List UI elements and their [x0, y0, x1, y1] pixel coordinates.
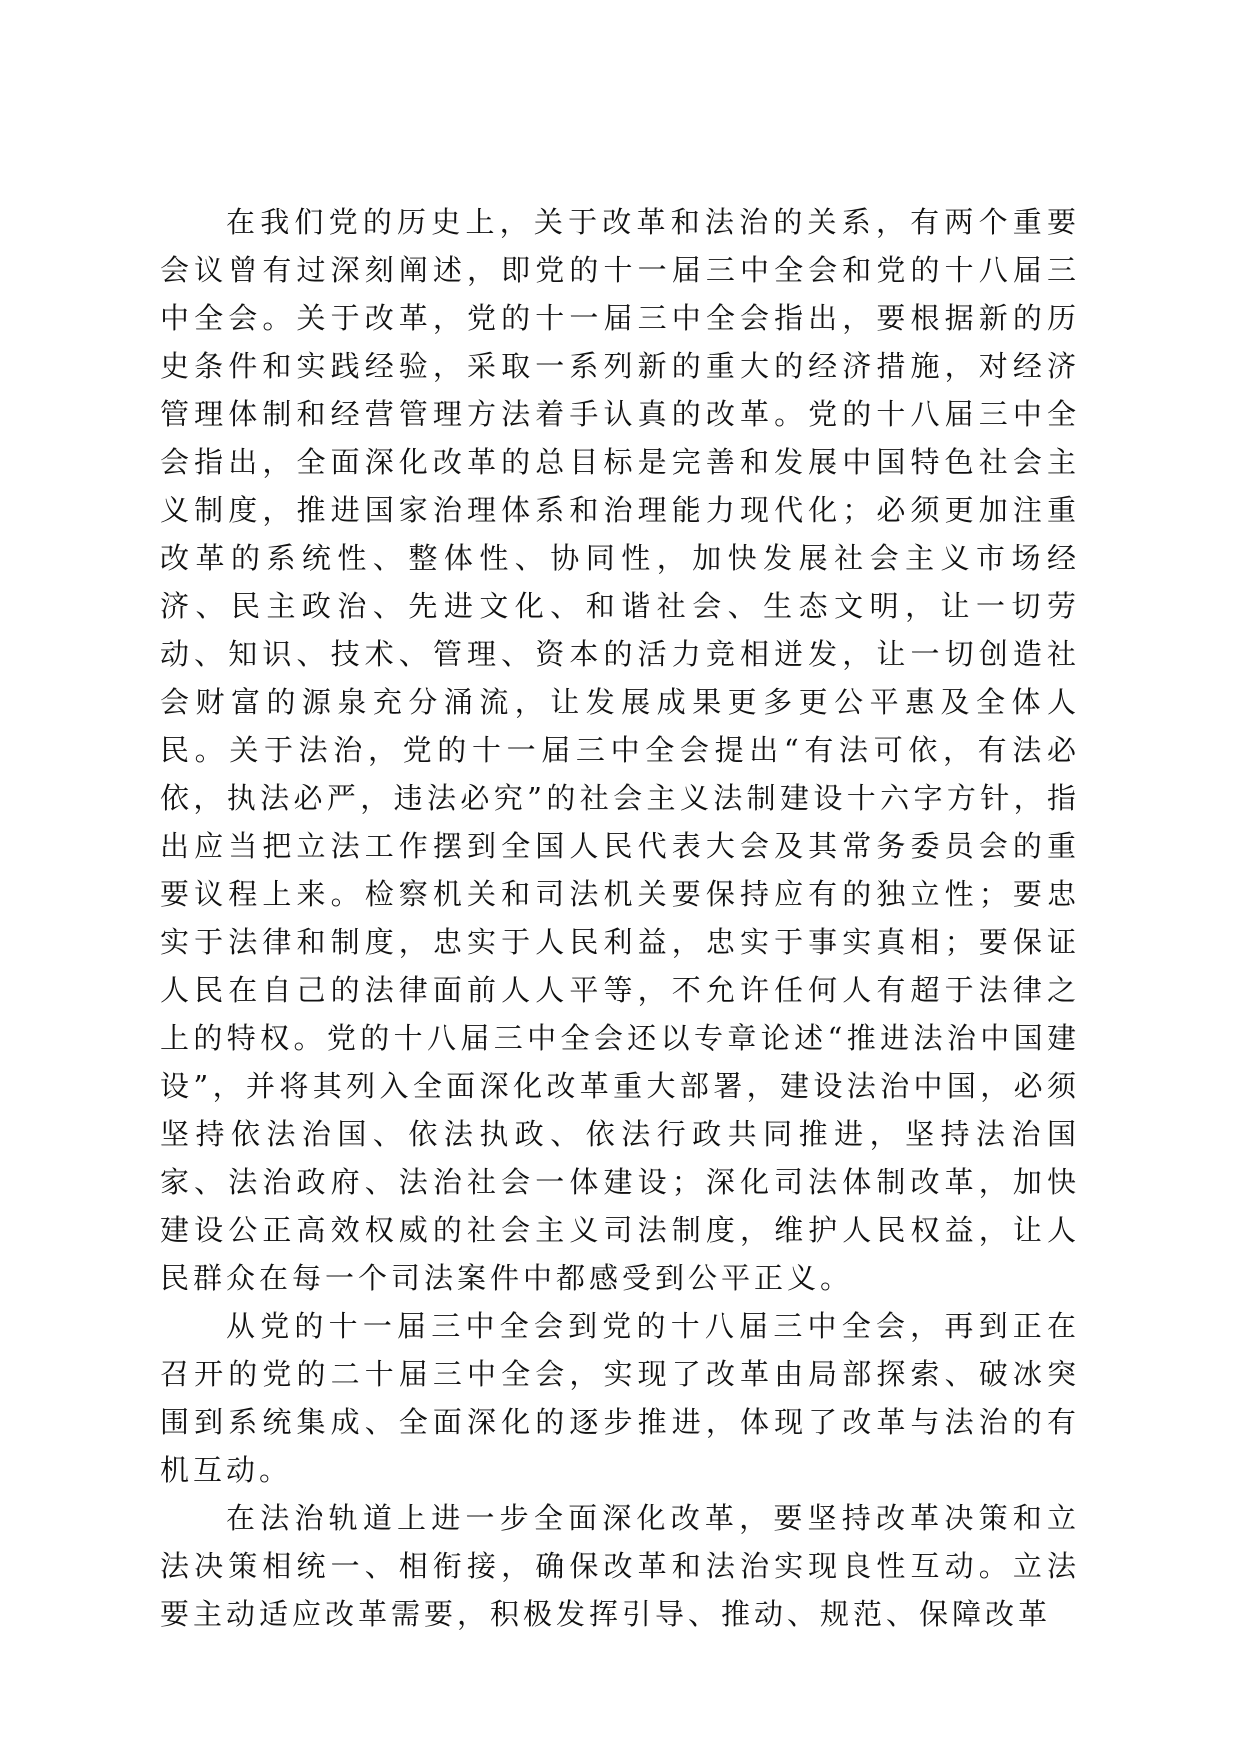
paragraph-2: 从党的十一届三中全会到党的十八届三中全会，再到正在召开的党的二十届三中全会，实现了改革由局部探索、破冰突围到系统集成、全面深化的逐步推进，体现了改革与法治的有机互动。	[160, 1309, 1080, 1487]
document-body	[160, 198, 1080, 1638]
paragraph-3: 在法治轨道上进一步全面深化改革，要坚持改革决策和立法决策相统一、相衔接，确保改革和法治实现良性互动。立法要主动适应改革需要，积极发挥引导、推动、规范、保障改革	[160, 1501, 1080, 1631]
paragraph-1: 在我们党的历史上，关于改革和法治的关系，有两个重要会议曾有过深刻阐述，即党的十一届三中全会和党的十八届三中全会。关于改革，党的十一届三中全会指出，要根据新的历史条件和实践经验，采取一系列新的重大的经济措施，对经济管理体制和经营管理方法着手认真的改革。党的十八届三中全会指出，全面深化改革的总目标是完善和发展中国特色社会主义制度，推进国家治理体系和治理能力现代化；必须更加注重改革的系统性、整体性、协同性，加快发展社会主义市场经济、民主政治、先进文化、和谐社会、生态文明，让一切劳动、知识、技术、管理、资本的活力竞相迸发，让一切创造社会财富的源泉充分涌流，让发展成果更多更公平惠及全体人民。关于法治，党的十一届三中全会提出“有法可依，有法必依，执法必严，违法必究”的社会主义法制建设十六字方针，指出应当把立法工作摆到全国人民代表大会及其常务委员会的重要议程上来。检察机关和司法机关要保持应有的独立性；要忠实于法律和制度，忠实于人民利益，忠实于事实真相；要保证人民在自己的法律面前人人平等，不允许任何人有超于法律之上的特权。党的十八届三中全会还以专章论述“推进法治中国建设”，并将其列入全面深化改革重大部署，建设法治中国，必须坚持依法治国、依法执政、依法行政共同推进，坚持法治国家、法治政府、法治社会一体建设；深化司法体制改革，加快建设公正高效权威的社会主义司法制度，维护人民权益，让人民群众在每一个司法案件中都感受到公平正义。	[160, 205, 1080, 1295]
